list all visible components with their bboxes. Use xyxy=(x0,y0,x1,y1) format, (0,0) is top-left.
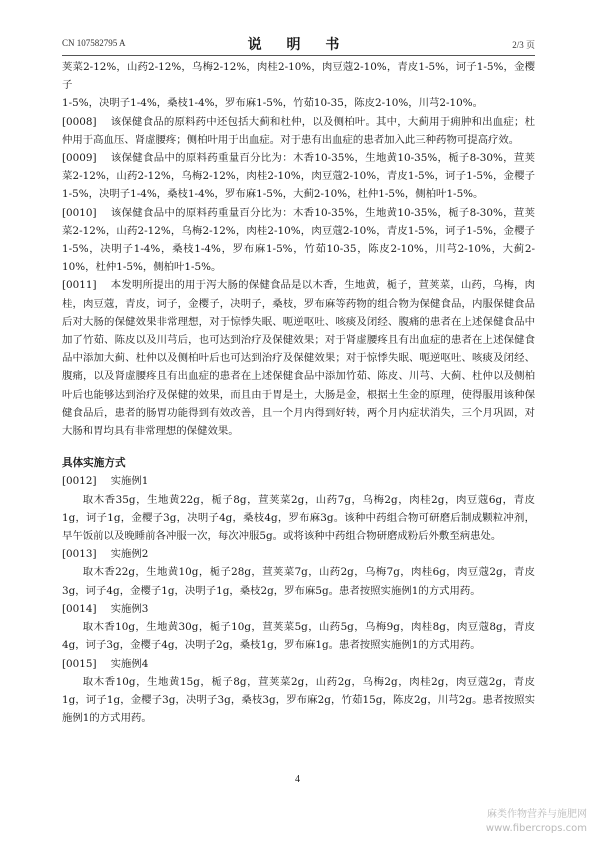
example-block xyxy=(62,655,535,728)
paragraph-number: [0010] xyxy=(62,206,97,219)
paragraph xyxy=(62,149,535,204)
example-block xyxy=(62,472,535,545)
example-block xyxy=(62,545,535,600)
paragraph-number: [0011] xyxy=(62,279,97,292)
page-indicator: 2/3 页 xyxy=(512,40,535,50)
example-text: 取木香10g，生地黄30g，栀子10g，荁荚菜5g，山药5g，乌梅9g，肉桂8g，肉豆蔻8g，青皮4g，诃子3g，金樱子4g，决明子2g，桑枝1g，罗布麻1g。患者按照实施例1的方式用药。 xyxy=(62,621,535,652)
example-block xyxy=(62,600,535,655)
paragraph-number: [0012] xyxy=(62,475,97,488)
example-text: 取木香22g，生地黄10g，栀子28g，荁荚菜7g，山药2g，乌梅7g，肉桂6g，肉豆蔻2g，青皮3g，诃子4g，金樱子1g，决明子1g，桑枝2g，罗布麻5g。患者按照实施例1的方式用药。 xyxy=(62,566,535,597)
example-text: 取木香10g，生地黄15g，栀子8g，荁荚菜2g，山药2g，乌梅2g，肉桂2g，肉豆蔻2g，青皮1g，诃子1g，金樱子3g，决明子3g，桑枝3g，罗布麻2g，竹茹15g，陈皮2g，川芎2g。患者按照实施例1的方式用药。 xyxy=(62,675,535,725)
example-label: 实施例1 xyxy=(110,475,149,488)
example-heading xyxy=(62,472,535,490)
page-header xyxy=(62,34,535,54)
paragraph xyxy=(62,204,535,277)
continued-line: 1-5%，决明子1-4%，桑枝1-4%，罗布麻1-5%，竹茹10-35，陈皮2-10%，川芎2-10%。 xyxy=(62,97,484,110)
watermark-line: 麻类作物营养与施肥网 xyxy=(487,809,587,820)
paragraph-number: [0009] xyxy=(62,152,97,165)
paragraph xyxy=(62,276,535,440)
paragraph-number: [0013] xyxy=(62,548,97,561)
example-heading xyxy=(62,600,535,618)
paragraph-text: 该保健食品中的原料药重量百分比为：木香10-35%，生地黄10-35%，栀子8-30%，荁荚菜2-12%，山药2-12%，乌梅2-12%，肉桂2-10%，肉豆蔻2-10%，青皮1-5%，诃子1-5%，金樱子1-5%，决明子1-4%，桑枝1-4%，罗布麻1-5%，竹茹10-35，陈皮2-10%，川芎2-10%，大蓟2-10%，杜仲1-5%，侧柏叶1-5%。 xyxy=(62,206,535,274)
example-heading xyxy=(62,655,535,673)
example-text: 取木香35g，生地黄22g，栀子8g，荁荚菜2g，山药7g，乌梅2g，肉桂2g，肉豆蔻6g，青皮1g，诃子1g，金樱子3g，决明子4g，桑枝4g，罗布麻3g。该种中药组合物可研磨后制成颗粒冲剂，早午饭前以及晚睡前各冲服一次，每次冲服5g。或将该种中药组合物研磨成粉后外敷至病患处。 xyxy=(62,493,535,543)
watermark xyxy=(486,808,587,836)
paragraph-number: [0008] xyxy=(62,115,97,128)
section-heading: 具体实施方式 xyxy=(62,457,126,470)
example-label: 实施例4 xyxy=(110,657,149,670)
watermark-line: www.fibercrops.com xyxy=(485,823,587,834)
paragraph-text: 该保健食品中的原料药重量百分比为：木香10-35%，生地黄10-35%，栀子8-30%，荁荚菜2-12%，山药2-12%，乌梅2-12%，肉桂2-10%，肉豆蔻2-10%，青皮1-5%，诃子1-5%，金樱子1-5%，决明子1-4%，桑枝1-4%，罗布麻1-5%，大蓟2-10%，杜仲1-5%，侧柏叶1-5%。 xyxy=(62,152,535,201)
example-label: 实施例3 xyxy=(110,602,149,615)
example-label: 实施例2 xyxy=(110,548,149,561)
document-body xyxy=(62,58,535,727)
paragraph xyxy=(62,113,535,149)
publication-number: CN 107582795 A xyxy=(62,38,126,48)
paragraph-text: 本发明所提出的用于泻大肠的保健食品是以木香，生地黄，栀子，荁荚菜，山药，乌梅，肉桂，肉豆蔻，青皮，诃子，金樱子，决明子，桑枝，罗布麻等药物的组合物为保健食品，内服保健食品后对大肠的保健效果非常理想，对于惊悸失眠、呃逆呕吐、咳痰及闭经、腹痛的患者在上述保健食品中加了竹茹、陈皮以及川芎后，也可达到治疗及保健效果；对于肾虚腰疼且有出血症的患者在上述保健食品中添加大蓟、杜仲以及侧柏叶后也可达到治疗及保健效果；对于惊悸失眠、呃逆呕吐、咳痰及闭经、腹痛，以及肾虚腰疼且有出血症的患者在上述保健食品中添加竹茹、陈皮、川芎、大蓟、杜仲以及侧柏叶后也能够达到治疗及保健的效果，而且由于胃是土，大肠是金，根据土生金的原理，使得服用该种保健食品后，患者的肠胃功能得到有效改善，且一个月内得到好转，两个月内症状消失，三个月巩固，对大肠和胃均具有非常理想的保健效果。 xyxy=(62,279,535,438)
continued-line: 荚菜2-12%，山药2-12%，乌梅2-12%，肉桂2-10%，肉豆蔻2-10%，青皮1-5%，诃子1-5%，金樱子 xyxy=(62,61,535,92)
page-number: 4 xyxy=(295,774,300,785)
paragraph-text: 该保健食品的原料药中还包括大蓟和杜仲，以及侧柏叶。其中，大蓟用于痈肿和出血症；杜仲用于高血压、肾虚腰疼；侧柏叶用于出血症。对于患有出血症的患者加入此三种药物可提高疗效。 xyxy=(62,115,535,146)
header-rule xyxy=(62,55,535,56)
document-title: 说 明 书 xyxy=(247,37,350,53)
paragraph-number: [0014] xyxy=(62,602,97,615)
example-heading xyxy=(62,545,535,563)
paragraph-number: [0015] xyxy=(62,657,97,670)
